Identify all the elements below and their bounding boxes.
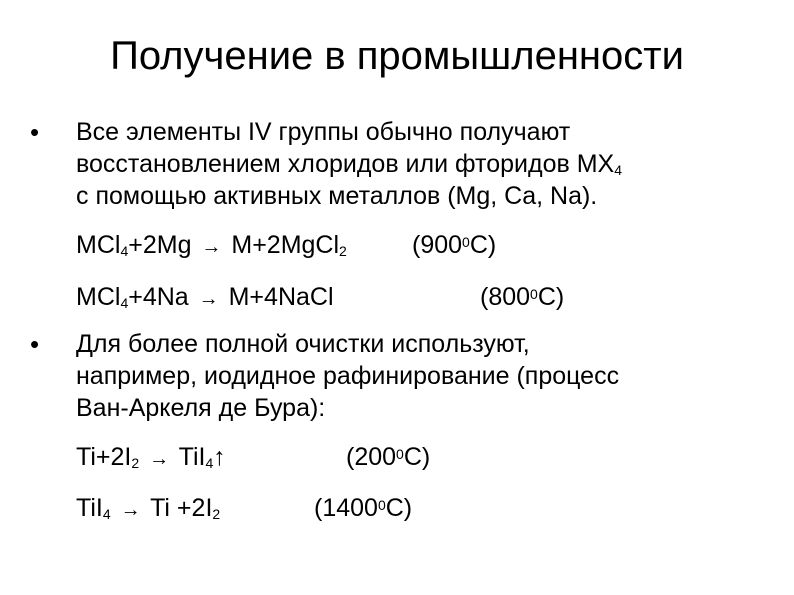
equation-1 <box>76 229 716 263</box>
reactant: MCl <box>76 231 121 259</box>
reactant: Ti+2I <box>76 443 132 471</box>
bullet-line-text: восстановлением хлоридов или фторидов MX <box>76 150 615 178</box>
bullet-marker: • <box>30 329 40 359</box>
degree-sign: 0 <box>462 234 470 250</box>
temperature-condition: $(800^0C)$ <box>480 283 565 311</box>
gas-arrow-icon: ↑ <box>213 443 226 471</box>
product: M+4NaCl <box>228 283 334 311</box>
subscript: 2 <box>212 506 221 522</box>
subscript: 4 <box>205 455 214 471</box>
subscript: 4 <box>102 506 111 522</box>
equation-2 <box>76 281 716 315</box>
bullet-text-2 <box>76 328 770 424</box>
subscript: 4 <box>120 295 129 311</box>
product: Ti +2I <box>150 494 213 522</box>
reaction-arrow: → <box>120 499 141 521</box>
bullet-item-1 <box>30 116 770 212</box>
slide-title: Получение в промышленности <box>110 34 684 78</box>
bullet-item-2 <box>30 328 770 424</box>
subscript: 4 <box>614 162 622 178</box>
reaction-arrow: → <box>201 236 222 258</box>
equation-3 <box>76 441 716 475</box>
bullet-line <box>76 148 770 180</box>
equation-4 <box>76 492 716 526</box>
temperature-condition: $(200^0C)$ <box>346 443 431 471</box>
bullet-line: Все элементы IV группы обычно получают <box>76 118 571 146</box>
reactant: MCl <box>76 283 121 311</box>
degree-sign: 0 <box>530 286 538 302</box>
bullet-line: Ван-Аркеля де Бура): <box>76 394 326 422</box>
temperature-condition: $(900^0C)$ <box>412 231 497 259</box>
bullet-text-1 <box>76 116 770 212</box>
reactant: TiI <box>76 494 103 522</box>
temperature-condition: (1400$^0$C) <box>314 494 413 522</box>
bullet-marker: • <box>30 117 40 147</box>
bullet-line: Для более полной очистки используют, <box>76 330 530 358</box>
reaction-arrow: → <box>198 288 219 310</box>
bullet-line: с помощью активных металлов (Mg, Ca, Na). <box>76 182 598 210</box>
reactant: +2Mg <box>128 231 192 259</box>
subscript: 4 <box>120 243 129 259</box>
subscript: 2 <box>339 243 347 259</box>
reactant: +4Na <box>128 283 189 311</box>
product: M+2MgCl <box>231 231 340 259</box>
reaction-arrow: → <box>149 448 170 470</box>
degree-sign: 0 <box>377 497 386 513</box>
bullet-line: например, иодидное рафинирование (процесс <box>76 362 620 390</box>
degree-sign: 0 <box>396 446 404 462</box>
product: TiI <box>178 443 206 471</box>
subscript: 2 <box>131 455 140 471</box>
